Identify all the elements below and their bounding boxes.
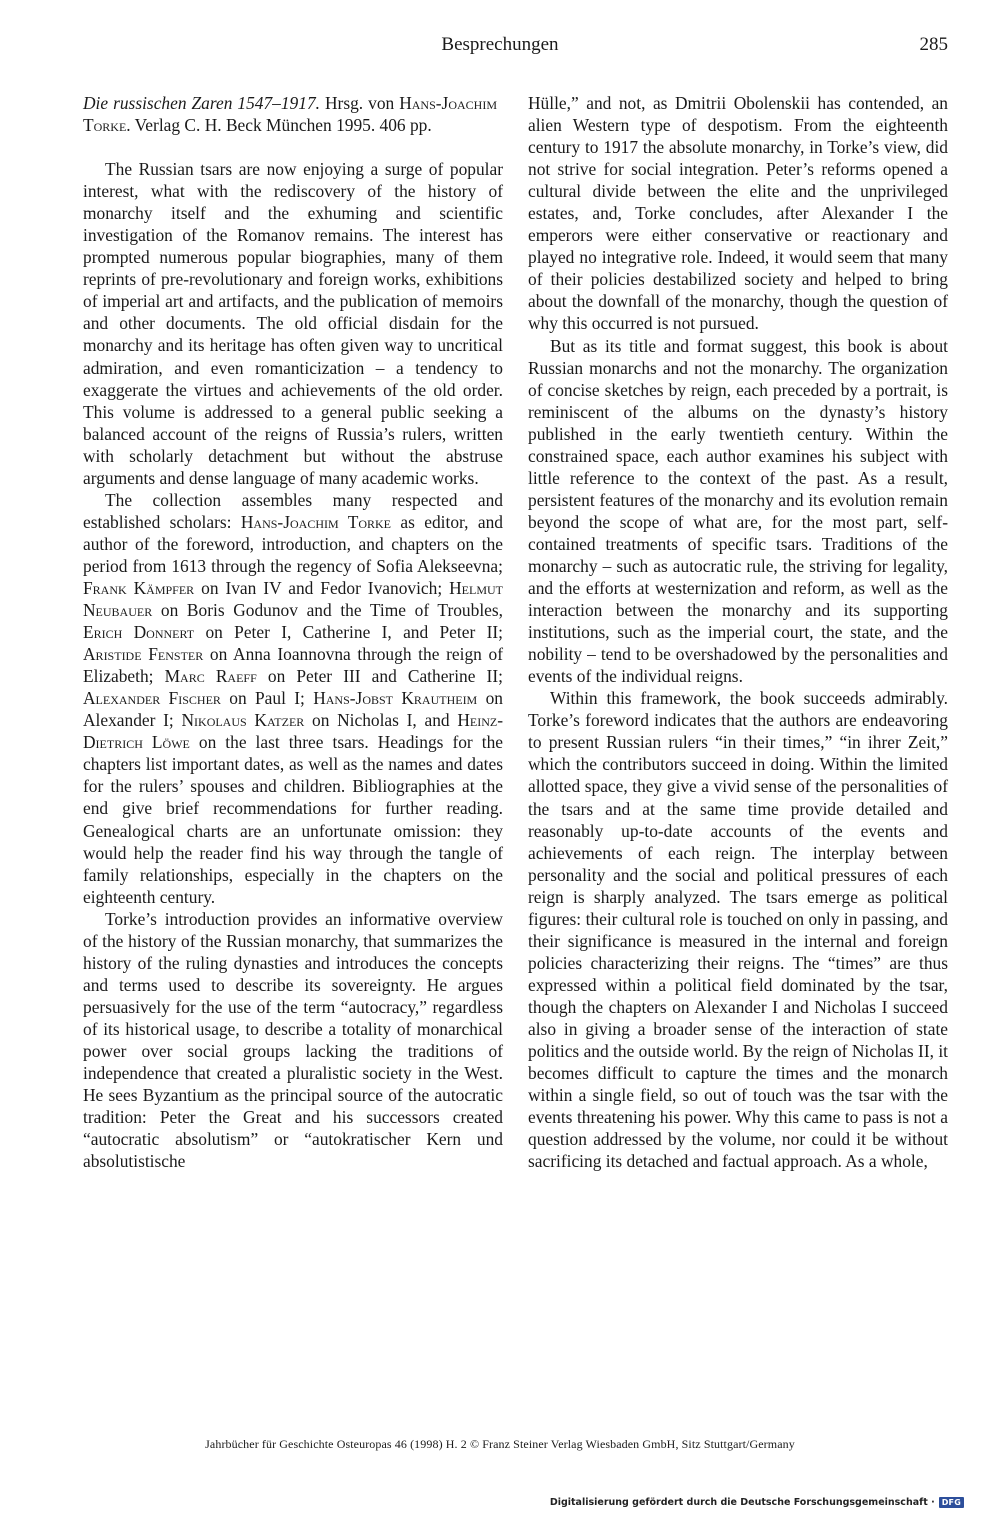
right-column	[528, 92, 948, 1172]
contributor-name: Frank Kämpfer	[83, 577, 195, 598]
citation-hrsg: Hrsg. von	[320, 93, 400, 113]
left-column	[83, 92, 503, 1172]
text-run: on the last three tsars. Headings for the chapters list important dates, as well as the names and dates for the rulers’ spouses and children. Bibliographies at the end give brief recommendations for further reading. Genealogical charts are an unfortunate omission: they would help the reader find his way through the tangle of family relationships, especially in the chapters on the eighteenth century.	[83, 732, 503, 907]
contributor-name: Alexander Fischer	[83, 688, 221, 709]
contributor-name: Erich Donnert	[83, 622, 195, 643]
citation-publisher: . Verlag C. H. Beck München 1995. 406 pp.	[126, 115, 432, 136]
text-run: on Peter I, Catherine I, and Peter II;	[194, 622, 503, 643]
text-run: on Peter III and Catherine II;	[256, 666, 503, 687]
citation-editor: Hans-Joachim Torke	[83, 93, 497, 136]
digitization-text: Digitalisierung gefördert durch die Deutsche Forschungsgemeinschaft ·	[549, 1497, 935, 1508]
book-title: Die russischen Zaren 1547–1917.	[83, 93, 320, 113]
contributor-name: Hans-Jobst Krautheim	[313, 688, 478, 709]
text-run: on Anna Ioannovna through the reign of Elizabeth;	[83, 644, 503, 687]
text-run: on Paul I;	[220, 688, 314, 709]
digitization-note	[550, 1497, 964, 1508]
left-paragraph-3: Torke’s introduction provides an informative overview of the history of the Russian monarchy, that summarizes the history of the ruling dynasties and introduces the concepts and terms used to describe its sovereignty. He argues persuasively for the use of the term “autocracy,” regardless of its historical usage, to describe a totality of monarchical power over social groups lacking the traditions of independence that created a pluralistic society in the West. He sees Byzantium as the principal source of the autocratic tradition: Peter the Great and his successors created “autocratic absolutism” or “autokratischer Kern und absolutistische	[83, 908, 503, 1172]
page-number: 285	[919, 34, 948, 55]
contributor-name: Hans-Joachim Torke	[240, 511, 392, 532]
contributor-name: Aristide Fenster	[83, 644, 204, 665]
left-paragraph-2	[83, 489, 503, 908]
left-paragraph-1: The Russian tsars are now enjoying a surge of popular interest, what with the rediscovery of the history of monarchy itself and the exhuming and scientific investigation of the Romanov remains. The interest has prompted numerous popular biographies, many of them reprints of pre-revolutionary and foreign works, exhibitions of imperial art and artifacts, and the publication of memoirs and other documents. The old official disdain for the monarchy and its heritage has often given way to uncritical admiration, and even romanticization – a tendency to exaggerate the virtues and achievements of the old order. This volume is addressed to a general public seeking a balanced account of the reigns of Russia’s rulers, written with scholarly detachment but without the abstruse arguments and dense language of many academic works.	[83, 159, 503, 488]
running-title: Besprechungen	[441, 34, 559, 55]
text-run: The collection assembles many respected and established scholars:	[83, 489, 503, 532]
right-paragraph-2: But as its title and format suggest, this book is about Russian monarchs and not the monarchy. The organization of concise sketches by reign, each preceded by a portrait, is reminiscent of the albums on the dynasty’s history published in the early twentieth century. Within the constrained space, each author examines his subject with little reference to the context of the past. As a result, persistent features of the monarchy and its evolution remain beyond the scope of what are, for the most part, self-contained treatments of specific tsars. Traditions of the monarchy – such as autocratic rule, the striving for legality, and the efforts at westernization and reform, as well as the interaction between the monarchy and its supporting institutions, such as the imperial court, the state, and the nobility – tend to be overshadowed by the personalities and events of the individual reigns.	[528, 335, 948, 687]
contributor-name: Marc Raeff	[164, 666, 257, 687]
journal-footer: Jahrbücher für Geschichte Osteuropas 46 (1998) H. 2 © Franz Steiner Verlag Wiesbaden GmbH, Sitz Stuttgart/Germany	[205, 1437, 795, 1451]
right-paragraph-3: Within this framework, the book succeeds admirably. Torke’s foreword indicates that the authors are endeavoring to present Russian rulers “in their times,” “in ihrer Zeit,” which the contributors succeed in doing. Within the limited allotted space, they give a vivid sense of the personalities of the tsars and at the same time provide detailed and reasonably up-to-date accounts of the events and achievements of each reign. The interplay between personality and the social and political pressures of each reign is sharply analyzed. The tsars emerge as political figures: their cultural role is touched on only in passing, and their significance is measured in the internal and foreign policies characterizing their reigns. The “times” are thus expressed within a political field dominated by the tsar, though the chapters on Alexander I and Nicholas I succeed also in giving a broader sense of the interaction of state politics and the outside world. By the reign of Nicholas II, it becomes difficult to capture the times and the monarch within a single field, so out of touch was the tsar with the events threatening his power. Why this came to pass is not a question addressed by the volume, nor could it be without sacrificing its detached and factual approach. As a whole,	[528, 688, 948, 1172]
contributor-name: Nikolaus Katzer	[181, 710, 305, 731]
book-citation	[83, 92, 503, 136]
contributor-name: Helmut Neubauer	[83, 577, 503, 621]
text-run: on Ivan IV and Fedor Ivanovich;	[194, 577, 450, 598]
right-paragraph-1: Hülle,” and not, as Dmitrii Obolenskii has contended, an alien Western type of despotism. From the eighteenth century to 1917 the absolute monarchy, in Torke’s view, did not strive for social integration. Peter’s reforms opened a cultural divide between the elite and the unprivileged estates, and, Torke concludes, after Alexander I the emperors were either conservative or reactionary and played no integrative role. Indeed, it would seem that many of their policies destabilized society and helped to bring about the downfall of the monarchy, though the question of why this occurred is not pursued.	[528, 93, 948, 334]
text-run: on Nicholas I, and	[304, 710, 458, 731]
text-run: on Boris Godunov and the Time of Troubles,	[152, 600, 503, 621]
text-run: as editor, and author of the foreword, introduction, and chapters on the period from 1613 through the regency of Sofia Alekseevna;	[83, 511, 503, 576]
dfg-logo-icon: DFG	[939, 1497, 964, 1508]
contributor-name: Heinz-Dietrich Löwe	[83, 710, 503, 753]
text-run: on Alexander I;	[83, 688, 503, 731]
running-head	[0, 34, 1000, 64]
